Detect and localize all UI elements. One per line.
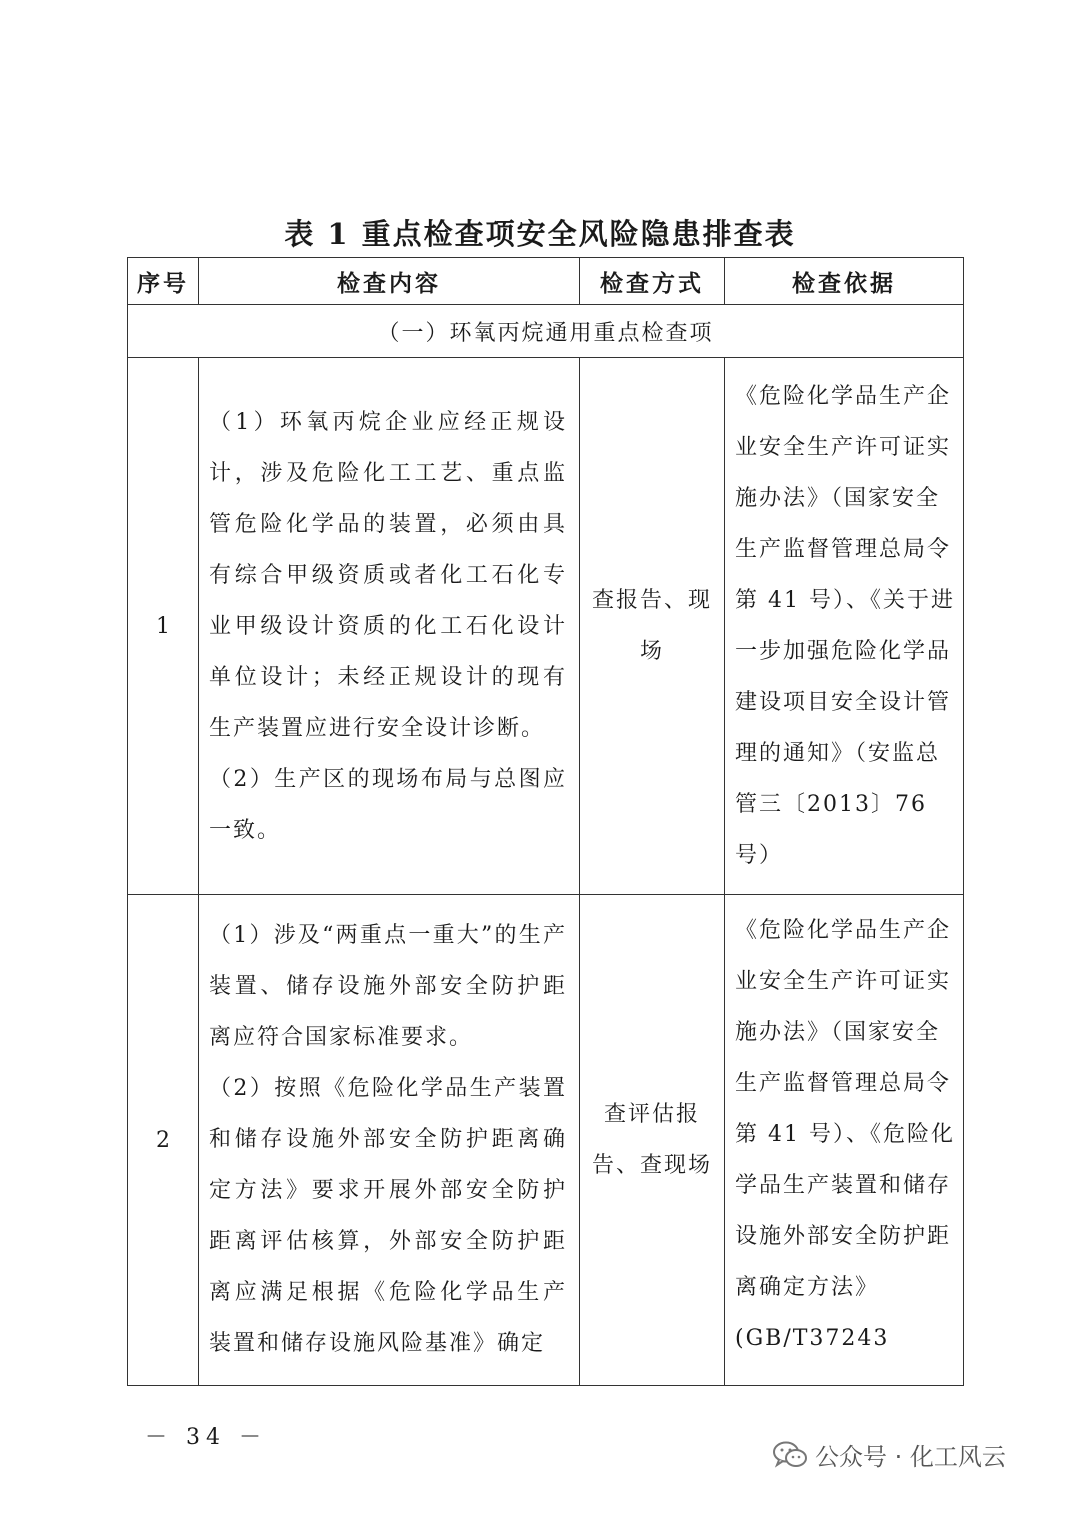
content-item: （1）环氧丙烷企业应经正规设计，涉及危险化工工艺、重点监管危险化学品的装置，必须由具有综合甲级资质或者化工石化专业甲级设计资质的化工石化设计单位设计；未经正规设计的现有生产装置应进行安全设计诊断。 [209, 409, 567, 741]
row-content [199, 895, 580, 1386]
section-title: （一）环氧丙烷通用重点检查项 [128, 305, 964, 358]
content-item: （2）生产区的现场布局与总图应一致。 [209, 766, 567, 843]
header-num: 序号 [128, 258, 199, 305]
section-row [128, 305, 964, 358]
inspection-table [127, 257, 964, 1386]
row-content [199, 358, 580, 895]
header-content: 检查内容 [199, 258, 580, 305]
row-method: 查报告、现场 [580, 358, 725, 895]
watermark-text: 公众号 · 化工风云 [815, 1443, 1006, 1471]
header-basis: 检查依据 [725, 258, 964, 305]
content-item: （1）涉及“两重点一重大”的生产装置、储存设施外部安全防护距离应符合国家标准要求。 [209, 923, 567, 1050]
page-number: － 34 － [145, 1425, 267, 1450]
table-row [128, 358, 964, 895]
header-row [128, 258, 964, 305]
row-number: 2 [128, 895, 199, 1386]
watermark [773, 1437, 1006, 1472]
table-title: 表 1 重点检查项安全风险隐患排查表 [284, 217, 796, 251]
row-basis: 《危险化学品生产企业安全生产许可证实施办法》（国家安全生产监督管理总局令第 41 号）、《危险化学品生产装置和储存设施外部安全防护距离确定方法》(GB/T37243 [725, 895, 964, 1386]
row-number: 1 [128, 358, 199, 895]
row-basis: 《危险化学品生产企业安全生产许可证实施办法》（国家安全生产监督管理总局令第 41 号）、《关于进一步加强危险化学品建设项目安全设计管理的通知》（安监总管三〔2013〕76 号） [725, 358, 964, 895]
header-method: 检查方式 [580, 258, 725, 305]
wechat-icon [773, 1441, 807, 1469]
row-method: 查评估报告、查现场 [580, 895, 725, 1386]
table-row [128, 895, 964, 1386]
content-item: （2）按照《危险化学品生产装置和储存设施外部安全防护距离确定方法》要求开展外部安全防护距离评估核算，外部安全防护距离应满足根据《危险化学品生产装置和储存设施风险基准》确定 [209, 1076, 567, 1356]
